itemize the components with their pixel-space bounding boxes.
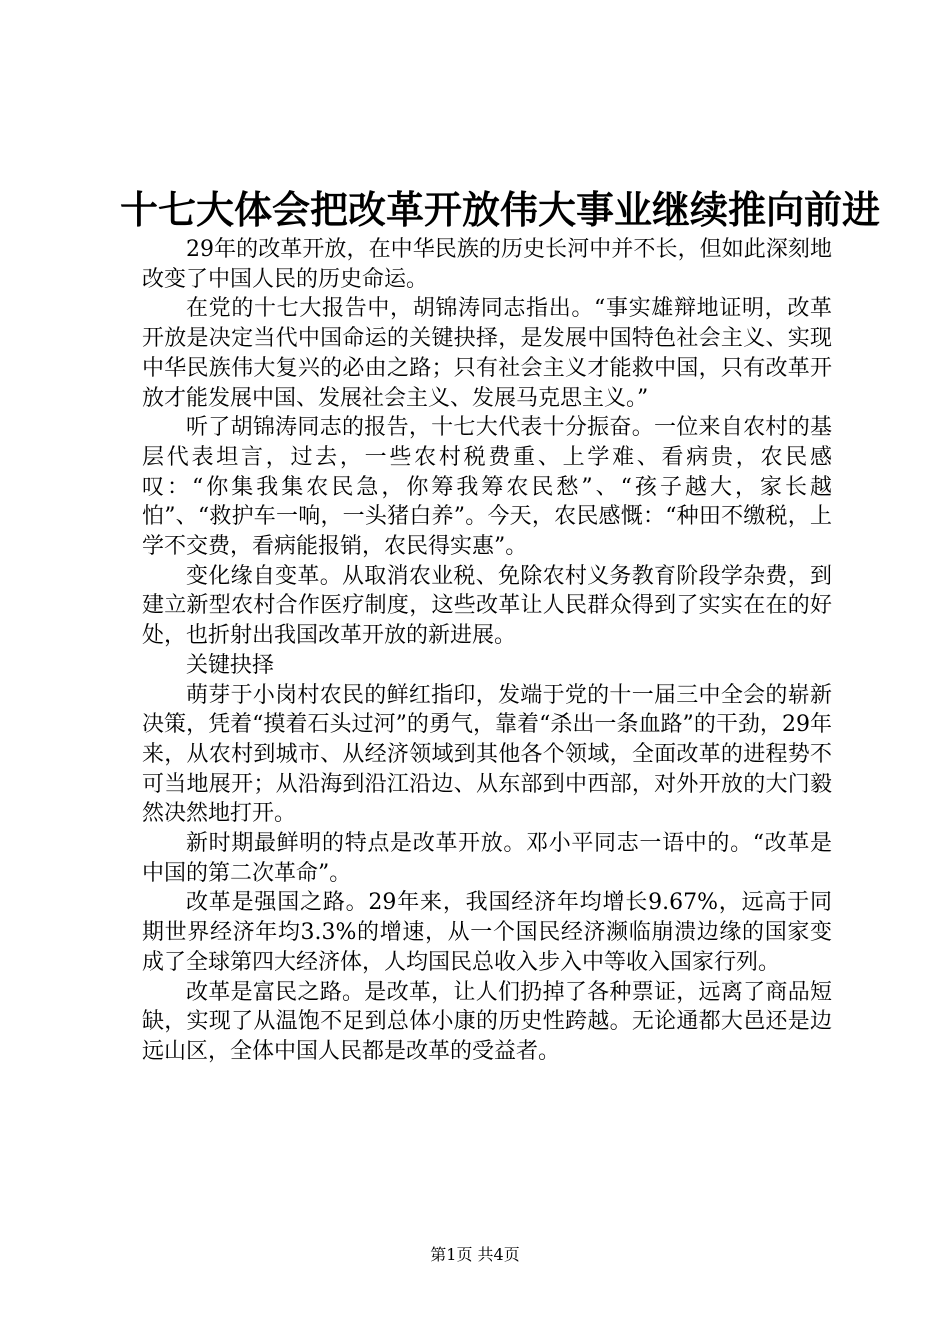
- document-title: 十七大体会把改革开放伟大事业继续推向前进: [120, 187, 881, 232]
- paragraph: 萌芽于小岗村农民的鲜红指印，发端于党的十一届三中全会的崭新决策，凭着“摸着石头过河”的勇气，靠着“杀出一条血路”的干劲，29年来，从农村到城市、从经济领域到其他各个领域，全面改革的进程势不可当地展开；从沿海到沿江沿边、从东部到中西部，对外开放的大门毅然决然地打开。: [142, 682, 832, 827]
- section-heading: 关键抉择: [186, 652, 275, 678]
- paragraph: 改革是富民之路。是改革，让人们扔掉了各种票证，远离了商品短缺，实现了从温饱不足到总体小康的历史性跨越。无论通都大邑还是边远山区，全体中国人民都是改革的受益者。: [142, 979, 832, 1064]
- paragraph: 新时期最鲜明的特点是改革开放。邓小平同志一语中的。“改革是中国的第二次革命”。: [142, 831, 832, 886]
- paragraph: 在党的十七大报告中，胡锦涛同志指出。“事实雄辩地证明，改革开放是决定当代中国命运的关键抉择，是发展中国特色社会主义、实现中华民族伟大复兴的必由之路；只有社会主义才能救中国，只有改革开放才能发展中国、发展社会主义、发展马克思主义。”: [142, 296, 832, 411]
- paragraph: 变化缘自变革。从取消农业税、免除农村义务教育阶段学杂费，到建立新型农村合作医疗制度，这些改革让人民群众得到了实实在在的好处，也折射出我国改革开放的新进展。: [142, 563, 832, 649]
- page-footer: 第1页 共4页: [430, 1245, 520, 1264]
- paragraph: 改革是强国之路。29年来，我国经济年均增长9.67%，远高于同期世界经济年均3.3%的增速，从一个国民经济濒临崩溃边缘的国家变成了全球第四大经济体，人均国民总收入步入中等收入国家行列。: [142, 890, 832, 975]
- document-body: [142, 235, 832, 1067]
- paragraph: 29年的改革开放，在中华民族的历史长河中并不长，但如此深刻地改变了中国人民的历史命运。: [142, 237, 832, 292]
- paragraph: 听了胡锦涛同志的报告，十七大代表十分振奋。一位来自农村的基层代表坦言，过去，一些农村税费重、上学难、看病贵，农民感叹：“你集我集农民急，你筹我筹农民愁”、“孩子越大，家长越怕”、“救护车一响，一头猪白养”。今天，农民感慨：“种田不缴税，上学不交费，看病能报销，农民得实惠”。: [142, 415, 832, 560]
